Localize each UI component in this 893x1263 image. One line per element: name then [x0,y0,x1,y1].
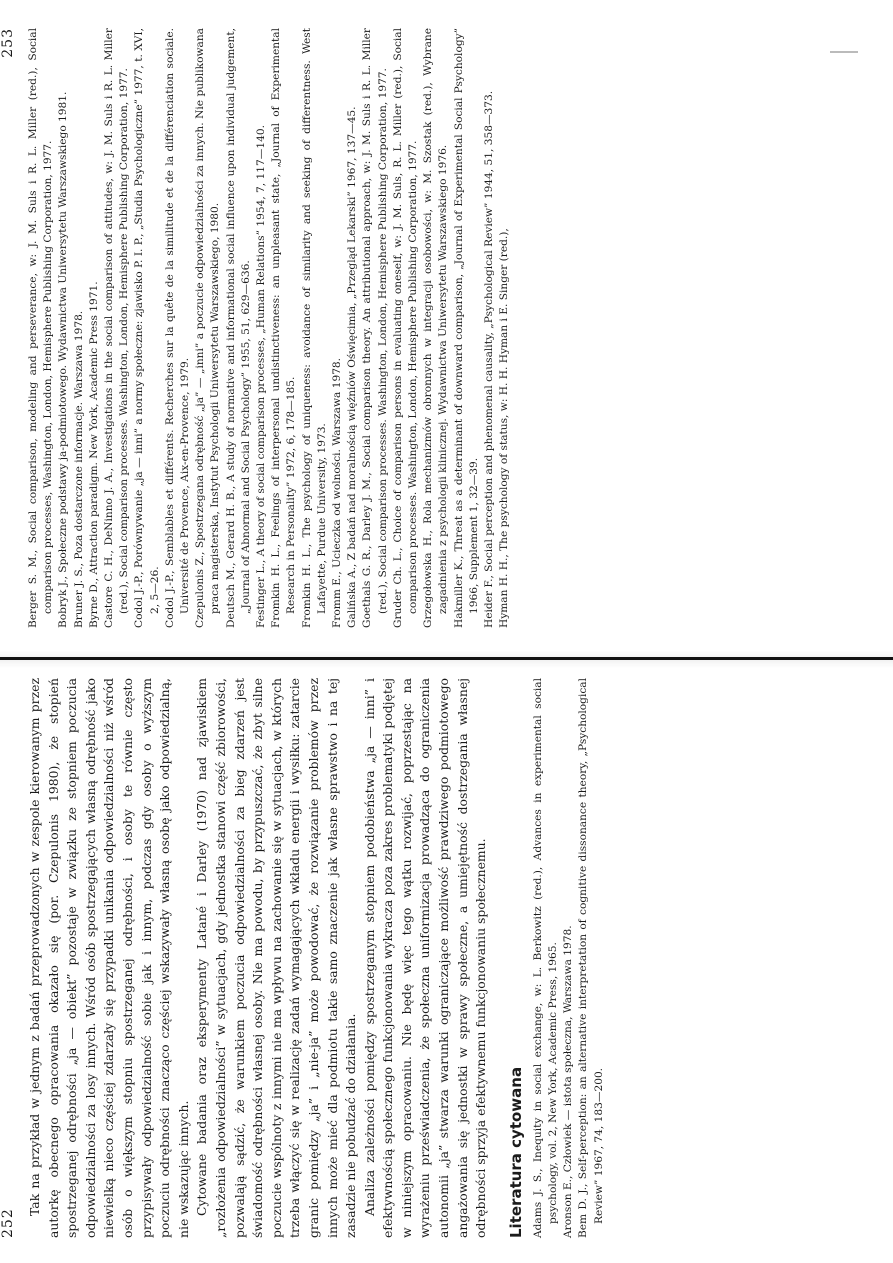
reference-entry: Castore C. H., DeNinno J. A., Investigations in the social comparison of attitudes, w: J. M. Suls i R. L. Miller (red.), Social comparison processes. Washington, London, Hemisphere Publishing Corporation, 1977. [103,28,131,628]
reference-entry: Fromkin H. L., Feelings of interpersonal undistinctiveness: an unpleasant state, „Journal of Experimental Research in Personality” 1972, 6, 178—185. [270,28,298,628]
section-heading: Literatura cytowana [506,1066,525,1238]
reference-entry: Hakmiller K., Threat as a determinant of downward comparison, „Journal of Experimental Social Psychology” 1966, Supplement 1, 32—39. [452,28,480,628]
reference-entry: Goethals G. R., Darley J. M., Social comparison theory. An attributional approach, w: J. M. Suls i R. L. Miller (red.), Social comparison processes. Washington, London, Hemisphere Publishing Corporation, 1977. [361,28,389,628]
reference-entry: Bem D. J., Self-perception: an alternative interpretation of cognitive dissonance theory, „Psychological Review” 1967, 74, 183—200. [577,678,605,1238]
scan-mark [830,51,858,53]
reference-entry: Galińska A., Z badań nad moralnością więźniów Oświęcimia, „Przegląd Lekarski” 1967, 137—45. [346,106,359,628]
reference-entry: Bruner J. S., Poza dostarczone informacje. Warszawa 1978. [72,310,85,628]
reference-entry: Berger S. M., Social comparison, modeling and perseverance, w: J. M. Suls i R. L. Miller (red.), Social comparison processes, Washington, London, Hemisphere Publishing Corporation, 1977. [27,28,55,628]
page-number: 253 [0,28,16,58]
reference-entry: Grzegołowska H., Rola mechanizmów obronnych w integracji osobowości, w: M. Szostak (red.), Wybrane zagadnienia z psychologii klinicznej. Wydawnictwa Uniwersytetu Warszawskiego 1976. [422,28,450,628]
reference-entry: Festinger L., A theory of social comparison processes, „Human Relations” 1954, 7, 117—140. [255,125,268,628]
page-252 [0,658,893,1263]
paragraph: Cytowane badania oraz eksperymenty Latané i Darley (1970) nad zjawiskiem „rozłożenia odpowiedzialności” w sytuacjach, gdy jednostka stanowi część zbiorowości, pozwalają sądzić, że warunkiem poczucia odpowiedzialności za bieg zdarzeń jest świadomość odrębności własnej osoby. Nie ma powodu, by przypuszczać, że zbyt silne poczucie wspólnoty z innymi nie ma wpływu na zachowanie się w sytuacjach, w których trzeba włączyć się w realizację zadań wymagających wkładu energii i wysiłku: zatarcie granic pomiędzy „ja” i „nie-ja” może powodować, że rozwiązanie problemów przez innych może mieć dla podmiotu takie samo znaczenie jak własne sprawstwo i na tej zasadzie nie pobudzać do działania. [194,678,359,1238]
reference-entry: Czepulonis Z., Spostrzegana odrębność „ja” — „inni” a poczucie odpowiedzialności za innych. Nie publikowana praca magisterska, Instytut Psychologii Uniwersytetu Warszawskiego, 1980. [194,28,222,628]
body-text [26,678,607,1238]
reference-entry: Gruder Ch. L., Choice of comparison persons in evaluating oneself, w: J. M. Suls, R. L. Miller (red.), Social comparison processes. Washington, London, Hemisphere Publishing Corporation, 1977. [391,28,420,628]
paragraph: Analiza zależności pomiędzy spostrzeganym stopniem podobieństwa „ja — inni” i efektywnością społecznego funkcjonowania wykracza poza zakres problematyki podjętej w niniejszym opracowaniu. Nie będę więc tego wątku rozwijać, poprzestając na wyrażeniu przeświadczenia, że społeczna uniformizacja prowadząca do ograniczenia autonomii „ja” stwarza warunki ograniczające możliwość prawdziwego podmiotowego angażowania się jednostki w sprawy społeczne, a umiejętność dostrzegania własnej odrębności sprzyja efektywnemu funkcjonowaniu społecznemu. [361,678,489,1238]
reference-entry: Adams J. S., Inequity in social exchange, w: L. Berkowitz (red.), Advances in experimental social psychology, vol. 2, New York, Academic Press, 1965. [531,678,560,1238]
page-253 [0,0,893,628]
paragraph: Tak na przykład w jednym z badań przeprowadzonych w zespole kierowanym przez autorkę obecnego opracowania okazało się (por. Czepulonis 1980), że stopień spostrzeganej odrębności „ja — obiekt” pozostaje w związku ze stopniem poczucia odpowiedzialności za losy innych. Wśród osób spostrzegających własną odrębność jako niewielką nieco częściej zdarzały się przypadki unikania odpowiedzialności niż wśród osób o większym stopniu spostrzeganej odrębności, i osoby te równie często przypisywały odpowiedzialność sobie jak i innym, podczas gdy osoby o wyższym poczuciu odrębności znacząco częściej wskazywały własną osobę jako odpowiedzialną, nie wskazując innych. [27,678,191,1238]
reference-entry: Codol J.-P., Semblables et différents. Recherches sur la quête de la similitude et de la différenciation sociale. Université de Provence, Aix-en-Provence, 1979. [163,28,192,628]
page-number: 252 [0,1208,16,1238]
reference-entry: Bobryk J., Społeczne podstawy ja-podmiotowego. Wydawnictwa Uniwersytetu Warszawskiego 1981. [57,91,70,628]
reference-list [26,28,513,628]
reference-entry: Fromkin H. L., The psychology of uniqueness: avoidance of similarity and seeking of differentness. West Lafayette, Purdue University, 1973. [300,28,328,628]
reference-entry: Fromm E., Ucieczka od wolności. Warszawa 1978. [331,357,344,628]
reference-entry: Aronson E., Człowiek — istota społeczna, Warszawa 1978. [562,925,575,1238]
reference-entry: Byrne D., Attraction paradigm. New York, Academic Press 1971. [87,281,100,628]
reference-entry: Hyman H. H., The psychology of status, w: H. H. Hyman i E. Singer (red.), [498,228,511,628]
reference-entry: Codol J.-P., Porównywanie „ja — inni” a normy społeczne: zjawisko P. I. P., „Studia Psychologiczne” 1977, t. XVI, 2, 5—26. [133,28,161,628]
reference-entry: Heider F., Social perception and phenomenal causality, „Psychological Review” 1944, 51, 358—373. [483,90,496,628]
reference-entry: Deutsch M., Gerard H. B., A study of normative and informational social influence upon individual judgement, „Journal of Abnormal and Social Psychology” 1955, 51, 629—636. [224,28,252,628]
